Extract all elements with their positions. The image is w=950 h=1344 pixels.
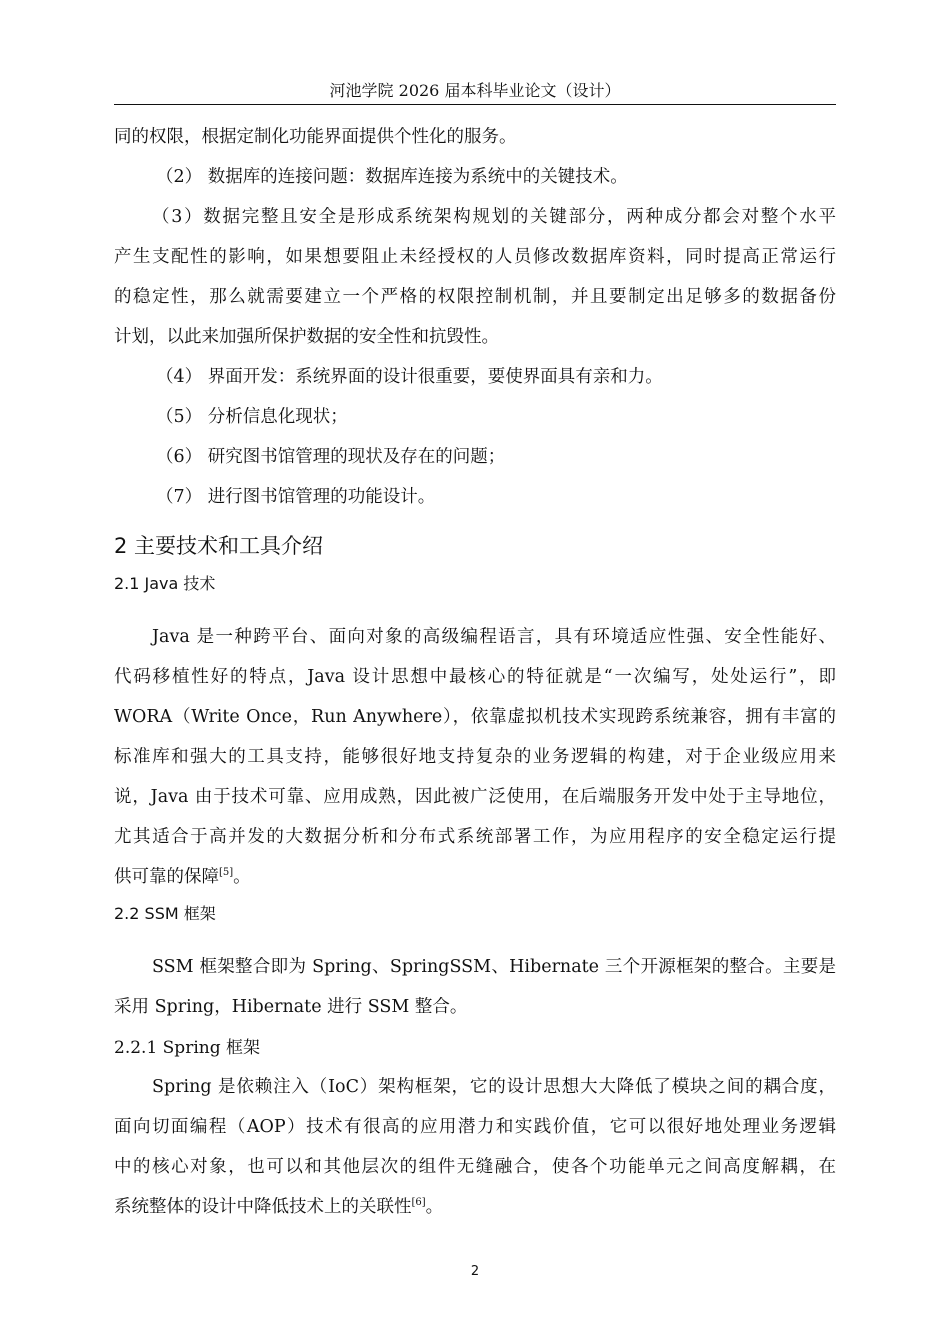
line-text: 系统整体的设计中降低技术上的关联性 xyxy=(114,1197,412,1217)
list-item: （4） 界面开发：系统界面的设计很重要，要使界面具有亲和力。 xyxy=(156,367,663,387)
paragraph-line: 标准库和强大的工具支持，能够很好地支持复杂的业务逻辑的构建，对于企业级应用来 xyxy=(114,747,836,767)
paragraph-line: 面向切面编程（AOP）技术有很高的应用潜力和实践价值，它可以很好地处理业务逻辑 xyxy=(114,1117,836,1137)
paragraph-line: 的稳定性，那么就需要建立一个严格的权限控制机制，并且要制定出足够多的数据备份 xyxy=(114,287,836,307)
paragraph-line: 说，Java 由于技术可靠、应用成熟，因此被广泛使用，在后端服务开发中处于主导地位， xyxy=(114,787,836,807)
paragraph-line: 计划，以此来加强所保护数据的安全性和抗毁性。 xyxy=(114,327,499,347)
paragraph-line: Java 是一种跨平台、面向对象的高级编程语言，具有环境适应性强、安全性能好、 xyxy=(152,627,836,647)
paragraph-line: 采用 Spring，Hibernate 进行 SSM 整合。 xyxy=(114,997,468,1017)
line-text: 供可靠的保障 xyxy=(114,867,219,887)
paragraph-line: 同的权限，根据定制化功能界面提供个性化的服务。 xyxy=(114,127,517,147)
section-heading: 2 主要技术和工具介绍 xyxy=(114,534,324,558)
paragraph-line: SSM 框架整合即为 Spring、SpringSSM、Hibernate 三个开源框架的整合。主要是 xyxy=(152,957,836,977)
list-item: （7） 进行图书馆管理的功能设计。 xyxy=(156,487,436,507)
paragraph-line: WORA（Write Once，Run Anywhere），依靠虚拟机技术实现跨系统兼容，拥有丰富的 xyxy=(114,707,836,727)
subsection-heading: 2.2 SSM 框架 xyxy=(114,904,216,923)
list-item: （6） 研究图书馆管理的现状及存在的问题； xyxy=(156,447,506,467)
paragraph-line: 产生支配性的影响，如果想要阻止未经授权的人员修改数据库资料，同时提高正常运行 xyxy=(114,247,836,267)
list-item: （2） 数据库的连接问题：数据库连接为系统中的关键技术。 xyxy=(156,167,628,187)
paragraph-line: 代码移植性好的特点，Java 设计思想中最核心的特征就是“一次编写，处处运行”，即 xyxy=(114,667,836,687)
citation: [5] xyxy=(219,867,234,878)
paragraph-line xyxy=(114,1194,836,1220)
paragraph-line xyxy=(114,864,836,890)
line-end: 。 xyxy=(425,1197,444,1217)
list-item: （5） 分析信息化现状； xyxy=(156,407,348,427)
line-end: 。 xyxy=(233,867,251,887)
page-number: 2 xyxy=(470,1264,480,1279)
paragraph-line: 尤其适合于高并发的大数据分析和分布式系统部署工作，为应用程序的安全稳定运行提 xyxy=(114,827,836,847)
page-header: 河池学院 2026 届本科毕业论文（设计） xyxy=(329,81,621,100)
subsubsection-heading: 2.2.1 Spring 框架 xyxy=(114,1038,260,1058)
paragraph-line: Spring 是依赖注入（IoC）架构框架，它的设计思想大大降低了模块之间的耦合度， xyxy=(152,1077,836,1097)
subsection-heading: 2.1 Java 技术 xyxy=(114,574,216,593)
header-divider xyxy=(114,104,836,105)
paragraph-line: 中的核心对象，也可以和其他层次的组件无缝融合，使各个功能单元之间高度解耦，在 xyxy=(114,1157,836,1177)
paragraph-line: （3）数据完整且安全是形成系统架构规划的关键部分，两种成分都会对整个水平 xyxy=(152,207,836,227)
citation: [6] xyxy=(411,1197,426,1208)
